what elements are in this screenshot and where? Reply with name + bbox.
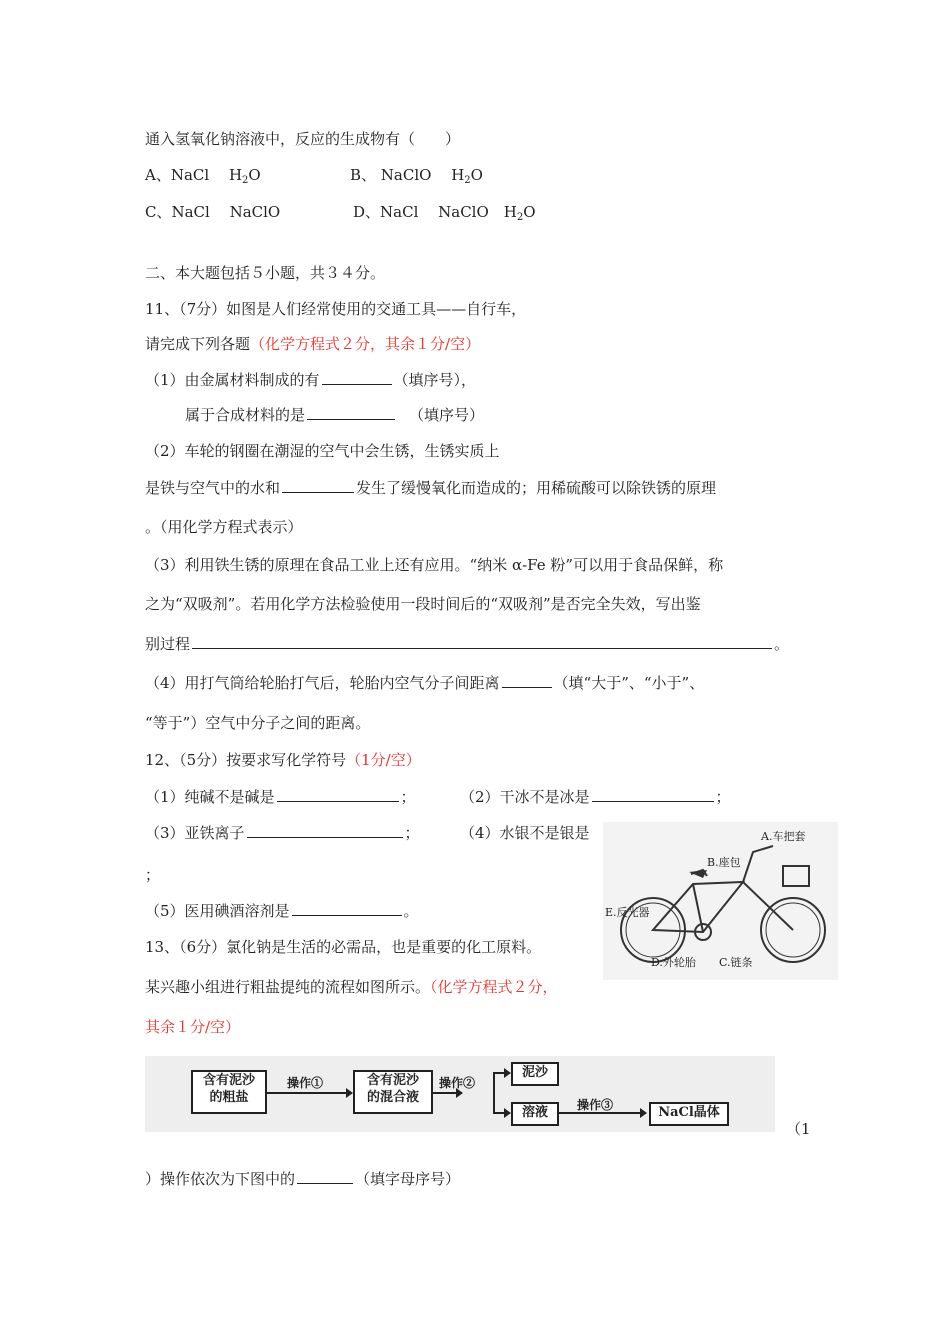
answer-blank[interactable] [307, 405, 395, 420]
q12-item4: （4）水银不是银是 [460, 824, 590, 842]
bike-label-chain: C.链条 [719, 956, 753, 969]
q11-part3b: 之为“双吸剂”。若用化学方法检验使用一段时间后的“双吸剂”是否完全失效，写出鉴 [145, 595, 701, 613]
q11-part2a: （2）车轮的钢圈在潮湿的空气中会生锈，生锈实质上 [145, 442, 500, 460]
answer-blank[interactable] [292, 901, 402, 916]
q13-score-note: （化学方程式２分， [430, 978, 558, 996]
q11-part2b: 是铁与空气中的水和 发生了缓慢氧化而造成的；用稀硫酸可以除铁锈的原理 [145, 479, 717, 497]
q11-part4a: （4）用打气筒给轮胎打气后，轮胎内空气分子间距离 （填“大于”、“小于”、 [145, 674, 705, 692]
bike-label-seat: B.座包 [707, 856, 741, 869]
q10-stem: 通入氢氧化钠溶液中，反应的生成物有（ ） [145, 130, 461, 148]
q10-option-a[interactable]: A、NaCl $H_2O$ [145, 166, 261, 186]
section-heading: 二、本大题包括５小题，共３４分。 [145, 264, 386, 282]
flow-box-mixture: 含有泥沙 的混合液 [353, 1070, 433, 1114]
answer-blank[interactable] [247, 823, 403, 838]
q11-part3a: （3）利用铁生锈的原理在食品工业上还有应用。“纳米 α-Fe 粉”可以用于食品保鲜，称 [145, 556, 724, 574]
bike-label-tire: D.外轮胎 [651, 956, 696, 969]
q11-score-note: （化学方程式２分，其余１分/空） [250, 335, 481, 353]
flow-op1: 操作① [287, 1076, 324, 1090]
answer-blank[interactable] [592, 787, 714, 802]
answer-blank[interactable] [502, 673, 552, 688]
flow-branch-line [493, 1072, 495, 1112]
q10-option-c[interactable]: C、NaCl NaClO [145, 203, 281, 221]
q13-score-note-cont: 其余１分/空） [145, 1018, 241, 1036]
q12-item4-tail: ； [145, 866, 161, 884]
q12-item1: （1）纯碱不是碱是 ； [145, 788, 416, 806]
q11-part3c: 别过程 。 [145, 635, 790, 653]
q11-part4b: “等于”）空气中分子之间的距离。 [145, 714, 371, 732]
flow-arrow [267, 1092, 347, 1094]
q12-item2: （2）干冰不是冰是 ； [460, 788, 731, 806]
q12-stem: 12、（5分）按要求写化学符号（1分/空） [145, 751, 421, 769]
flow-box-sand: 泥沙 [511, 1062, 559, 1086]
bike-label-reflector: E.反光器 [605, 906, 650, 919]
q12-item5: （5）医用碘酒溶剂是 。 [145, 902, 419, 920]
q11-part1a: （1）由金属材料制成的有 （填序号）， [145, 371, 477, 389]
q12-item3: （3）亚铁离子 ； [145, 824, 420, 842]
q11-stem: 11、（7分）如图是人们经常使用的交通工具——自行车， [145, 300, 527, 318]
q13-stem: 13、（6分）氯化钠是生活的必需品，也是重要的化工原料。 [145, 938, 542, 956]
flow-arrow [433, 1092, 457, 1094]
flow-arrow [493, 1112, 505, 1114]
bike-label-handlebar: A.车把套 [761, 830, 806, 843]
q11-part1b: 属于合成材料的是 （填序号） [185, 406, 485, 424]
flow-arrow [493, 1072, 505, 1074]
flow-op3: 操作③ [577, 1098, 614, 1112]
flow-op2: 操作② [439, 1076, 476, 1090]
q11-prompt: 请完成下列各题（化学方程式２分，其余１分/空） [145, 335, 481, 353]
q13-part1: ）操作依次为下图中的 （填字母序号） [145, 1170, 461, 1188]
purification-flowchart [145, 1056, 775, 1132]
answer-blank[interactable] [277, 787, 399, 802]
flow-box-solution: 溶液 [511, 1102, 559, 1126]
q13-line2: 某兴趣小组进行粗盐提纯的流程如图所示。（化学方程式２分， [145, 978, 558, 996]
q11-part2c: 。（用化学方程式表示） [145, 518, 303, 536]
answer-blank[interactable] [192, 634, 772, 649]
answer-blank[interactable] [322, 370, 392, 385]
q10-option-d[interactable]: D、NaCl NaClO $H_2O$ [353, 203, 536, 223]
q13-part1-head: （1 [786, 1120, 811, 1138]
flow-box-nacl: NaCl晶体 [649, 1102, 729, 1126]
q12-score-note: （1分/空） [346, 751, 421, 769]
q10-option-b[interactable]: B、 NaClO $H_2O$ [350, 166, 483, 186]
bicycle-figure [603, 822, 838, 980]
answer-blank[interactable] [297, 1169, 353, 1184]
answer-blank[interactable] [282, 478, 354, 493]
flow-box-crude-salt: 含有泥沙 的粗盐 [191, 1070, 267, 1114]
